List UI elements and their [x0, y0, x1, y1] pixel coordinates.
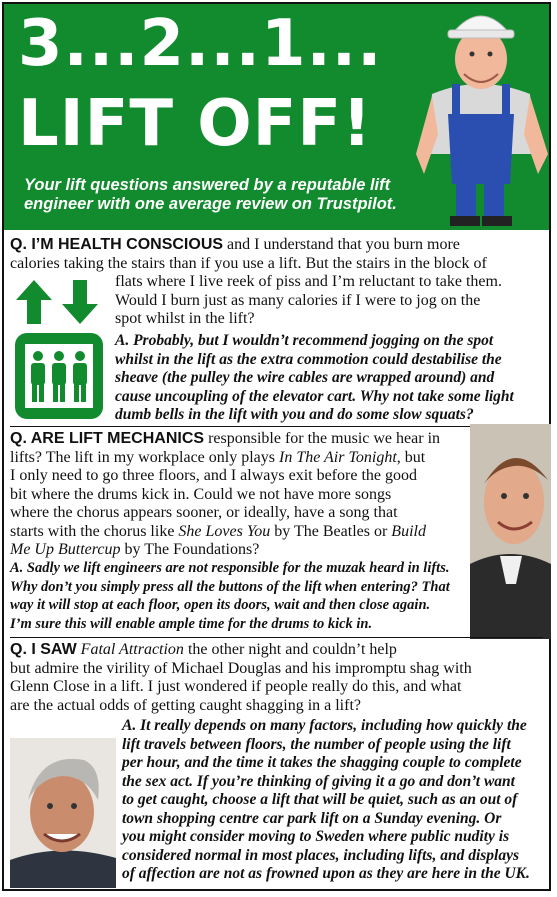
question-2-line-2a: lifts? The lift in my workplace only plays	[10, 448, 279, 466]
question-2-line-5: where the chorus appears sooner, or ideally, have a song that	[10, 504, 398, 521]
divider-1	[10, 426, 543, 427]
question-2-line-1	[10, 430, 440, 449]
song-title-build: Build	[391, 522, 426, 540]
question-1-line-3: flats where I live reek of piss and I’m reluctant to take them.	[115, 273, 502, 290]
question-2-line-2	[10, 449, 425, 468]
question-3-line-3: Glenn Close in a lift. I just wondered if people really do this, and what	[10, 678, 462, 695]
question-3-lead: Q. I SAW	[10, 641, 77, 658]
lift-people-icon	[14, 332, 104, 420]
answer-3-line-8: considered normal in most places, including lifts, and displays	[122, 846, 520, 864]
answer-3-line-3: per hour, and the time it takes the shagging couple to complete	[122, 754, 522, 771]
answer-1-line-3: sheave (the pulley the wire cables are wrapped around) and	[115, 369, 495, 386]
question-2-line-3: I only need to go three floors, and I always exit before the good	[10, 467, 417, 484]
film-title-fatal-attraction: Fatal Attraction	[80, 641, 184, 658]
answer-2-line-4: I’m sure this will enable ample time for the drums to kick in.	[10, 615, 373, 632]
engineer-photo	[410, 4, 551, 228]
answer-3-line-7: you might consider moving to Sweden where public nudity is	[122, 828, 510, 845]
answer-3-line-5: to get caught, choose a lift that will be quiet, such as an out of	[122, 791, 518, 808]
lift-down-arrow-icon	[62, 280, 98, 324]
question-3-line-2: but admire the virility of Michael Douglas and his impromptu shag with	[10, 659, 472, 677]
question-1-line-5: spot whilst in the lift?	[115, 310, 255, 327]
question-1-line-4: Would I burn just as many calories if I were to jog on the	[115, 291, 481, 309]
title-line-2: LIFT OFF!	[18, 87, 373, 161]
answer-2-line-1: A. Sadly we lift engineers are not responsible for the muzak heard in lifts.	[10, 560, 450, 576]
song-title-in-the-air-tonight: In The Air Tonight	[278, 448, 397, 466]
question-2-line-4: bit where the drums kick in. Could we not have more songs	[10, 485, 392, 503]
answer-3-line-2: lift travels between floors, the number of people using the lift	[122, 735, 511, 753]
answer-1-line-1: A. Probably, but I wouldn’t recommend jogging on the spot	[115, 332, 494, 349]
answer-1-line-5: dumb bells in the lift with you and do some slow squats?	[115, 406, 474, 423]
answer-1-line-2: whilst in the lift as the extra commotion could destabilise the	[115, 350, 502, 368]
question-3-line-4: are the actual odds of getting caught shagging in a lift?	[10, 696, 361, 714]
header-banner	[4, 4, 549, 230]
answer-3-line-9: of affection are not as frowned upon as they are here in the UK.	[122, 865, 530, 882]
question-1-lead: Q. I’M HEALTH CONSCIOUS	[10, 236, 224, 253]
answer-3-line-6: town shopping centre car park lift on a Sunday evening. Or	[122, 809, 502, 827]
song-title-she-loves-you: She Loves You	[178, 522, 271, 540]
question-2-line-6a: starts with the chorus like	[10, 522, 179, 540]
question-2-line-6	[10, 523, 426, 542]
question-1-line-1	[10, 236, 460, 255]
question-3-text: the other night and couldn’t help	[183, 641, 397, 658]
tagline: Your lift questions answered by a reputable lift engineer with one average review on Trustpilot.	[24, 176, 397, 213]
question-2-line-2b: , but	[396, 448, 426, 466]
divider-2	[10, 637, 543, 638]
question-1-text: and I understand that you burn more	[223, 236, 460, 253]
answer-2-line-2: Why don’t you simply press all the buttons of the lift when entering? That	[10, 578, 450, 595]
question-2-line-7b: by The Foundations?	[120, 541, 260, 558]
question-2-line-6b: by The Beatles or	[270, 522, 392, 540]
lift-up-arrow-icon	[16, 280, 52, 324]
song-title-me-up-buttercup: Me Up Buttercup	[10, 541, 121, 558]
question-2-line-7	[10, 541, 259, 560]
answer-2-line-3: way it will stop at each floor, open its doors, wait and then close again.	[10, 597, 431, 613]
answer-3-line-1: A. It really depends on many factors, including how quickly the	[122, 717, 527, 734]
question-3-line-1	[10, 641, 397, 660]
answer-3-line-4: the sex act. If you’re thinking of giving it a go and don’t want	[122, 772, 515, 790]
answer-1-line-4: cause uncoupling of the elevator cart. Why not take some light	[115, 387, 514, 405]
actor-photo	[10, 738, 116, 888]
lift-arrows-icon	[14, 276, 104, 326]
title-line-1: 3...2...1...	[18, 7, 383, 81]
question-2-lead: Q. ARE LIFT MECHANICS	[10, 430, 205, 447]
article-frame	[2, 2, 551, 891]
question-1-line-2: calories taking the stairs than if you use a lift. But the stairs in the block of	[10, 254, 487, 272]
musician-photo	[470, 424, 551, 639]
question-2-text: responsible for the music we hear in	[204, 430, 441, 447]
